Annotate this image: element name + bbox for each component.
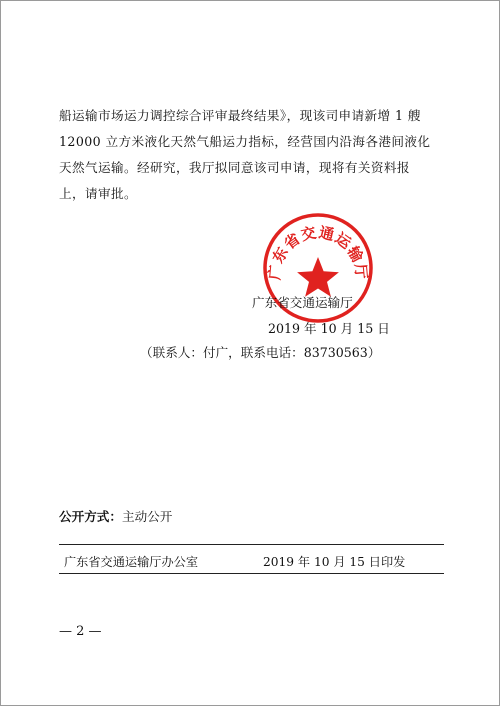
footer-issuer: 广东省交通运输厅办公室 bbox=[64, 555, 199, 569]
disclosure-value: 主动公开 bbox=[121, 509, 173, 524]
footer-issue-date: 2019 年 10 月 15 日印发 bbox=[263, 555, 406, 569]
signature-contact: （联系人：付广，联系电话：83730563） bbox=[140, 345, 381, 360]
footer-divider-bottom bbox=[59, 573, 444, 574]
seal-star-icon bbox=[297, 257, 339, 297]
footer-divider-top bbox=[59, 544, 444, 545]
disclosure-line bbox=[59, 506, 172, 525]
document-body bbox=[59, 103, 444, 207]
body-line: 天然气运输。经研究，我厅拟同意该司申请，现将有关资料报 bbox=[59, 160, 410, 175]
svg-text:广东省交通运输厅: 广东省交通运输厅 bbox=[265, 223, 371, 281]
page-number: — 2 — bbox=[59, 624, 102, 639]
body-line: 船运输市场运力调控综合评审最终结果》，现该司申请新增 1 艘 bbox=[59, 108, 421, 123]
body-line: 12000 立方米液化天然气船运力指标，经营国内沿海各港间液化 bbox=[59, 134, 431, 149]
body-line: 上，请审批。 bbox=[59, 186, 137, 201]
signature-date: 2019 年 10 月 15 日 bbox=[268, 321, 390, 336]
signature-org: 广东省交通运输厅 bbox=[252, 295, 353, 310]
disclosure-label: 公开方式： bbox=[59, 509, 122, 524]
